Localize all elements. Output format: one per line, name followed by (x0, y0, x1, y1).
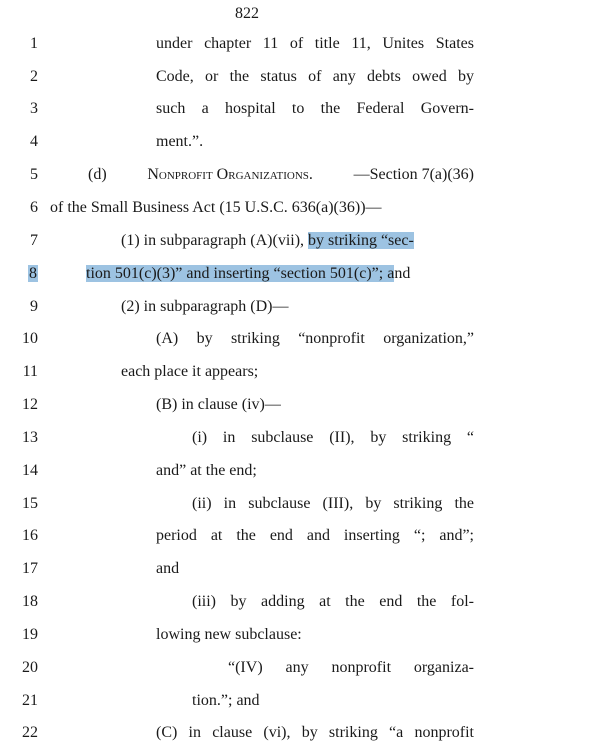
line-number: 22 (22, 724, 38, 741)
selected-text[interactable]: tion 501(c)(3)” and inserting “section 501(c)”; a (86, 265, 395, 282)
line-number: 21 (22, 692, 38, 709)
text-line (0, 163, 596, 187)
line-number: 6 (30, 199, 38, 216)
line-number: 9 (30, 298, 38, 315)
text-line (0, 721, 596, 745)
line-text: (i) in subclause (II), by striking “ (192, 429, 474, 446)
text-line (0, 557, 596, 581)
line-text (86, 262, 474, 286)
text-line (0, 130, 596, 154)
text-line (0, 327, 596, 351)
line-text: lowing new subclause: (156, 626, 302, 643)
line-number: 19 (22, 626, 38, 643)
text-line (0, 459, 596, 483)
line-number: 7 (30, 232, 38, 249)
line-number: 13 (22, 429, 38, 446)
line-text-plain: nd (394, 265, 411, 282)
text-line (0, 196, 596, 220)
selected-text[interactable]: by striking “sec- (308, 232, 414, 249)
line-text: (2) in subparagraph (D)— (121, 298, 289, 315)
text-line (0, 426, 596, 450)
line-number-selected: 8 (29, 265, 37, 282)
line-text (88, 163, 474, 187)
line-text: (B) in clause (iv)— (156, 396, 281, 413)
subsection-heading: Nonprofit Organizations. (147, 166, 313, 183)
line-text: such a hospital to the Federal Govern- (156, 100, 474, 117)
text-line (0, 656, 596, 680)
line-text: period at the end and inserting “; and”; (156, 527, 474, 544)
text-line (0, 360, 596, 384)
line-text: each place it appears; (121, 363, 259, 380)
line-text (121, 229, 474, 253)
line-text: of the Small Business Act (15 U.S.C. 636(a)(36))— (50, 199, 382, 216)
text-line (0, 65, 596, 89)
line-text: “(IV) any nonprofit organiza- (228, 659, 474, 676)
text-line (0, 393, 596, 417)
line-text: and (156, 560, 180, 577)
line-number: 18 (22, 593, 38, 610)
page-number: 822 (235, 5, 259, 22)
line-text: tion.”; and (192, 692, 260, 709)
line-number: 15 (22, 495, 38, 512)
line-number: 11 (22, 363, 38, 380)
text-line (0, 262, 596, 286)
text-line (0, 590, 596, 614)
text-line (0, 32, 596, 56)
subsection-label: (d) (88, 166, 107, 183)
line-text: (iii) by adding at the end the fol- (192, 593, 474, 610)
line-text-plain: (1) in subparagraph (A)(vii), (121, 232, 309, 249)
line-text: Code, or the status of any debts owed by (156, 68, 474, 85)
line-number: 4 (30, 133, 38, 150)
text-line (0, 524, 596, 548)
line-number: 3 (30, 100, 38, 117)
line-number: 14 (22, 462, 38, 479)
subsection-text: —Section 7(a)(36) (353, 166, 474, 183)
line-text: (C) in clause (vi), by striking “a nonprofit (156, 724, 474, 741)
line-number: 17 (22, 560, 38, 577)
line-number: 20 (22, 659, 38, 676)
line-text: (ii) in subclause (III), by striking the (192, 495, 474, 512)
line-number: 10 (22, 330, 38, 347)
line-number: 12 (22, 396, 38, 413)
text-line (0, 623, 596, 647)
line-text: under chapter 11 of title 11, Unites States (156, 35, 474, 52)
line-text: and” at the end; (156, 462, 257, 479)
line-number: 2 (30, 68, 38, 85)
text-line (0, 492, 596, 516)
text-line (0, 689, 596, 713)
line-text: ment.”. (156, 133, 204, 150)
text-line (0, 97, 596, 121)
line-number: 16 (22, 527, 38, 544)
line-number: 1 (30, 35, 38, 52)
line-number: 5 (30, 166, 38, 183)
text-line (0, 229, 596, 253)
line-text: (A) by striking “nonprofit organization,” (156, 330, 474, 347)
text-line (0, 295, 596, 319)
